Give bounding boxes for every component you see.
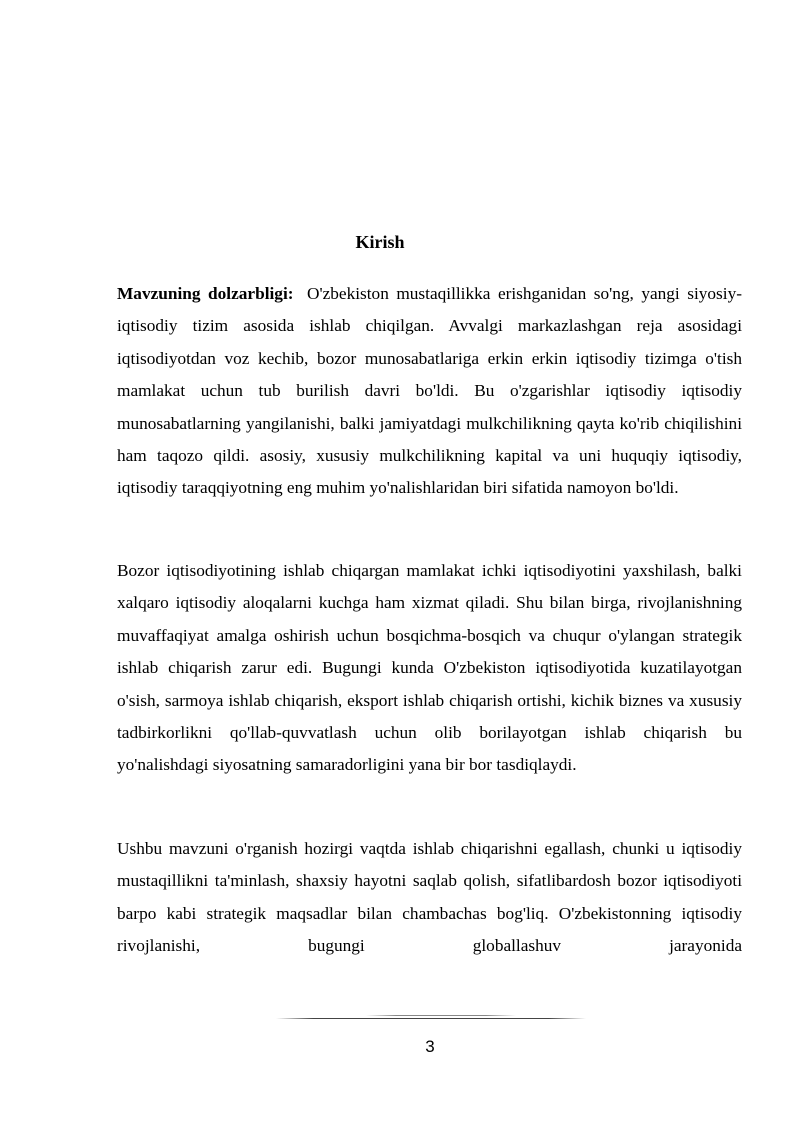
paragraph-relevance bbox=[117, 278, 742, 505]
paragraph-lead: Mavzuning dolzarbligi: bbox=[117, 284, 294, 303]
paragraph-text: O'zbekiston mustaqillikka erishganidan so'ng, yangi siyosiy-iqtisodiy tizim asosida ishlab chiqilgan. Avvalgi markazlashgan reja asosidagi iqtisodiyotdan voz kechib, bozor munosabatlariga erkin erkin iqtisodiy tizimga o'tish mamlakat uchun tub burilish davri bo'ldi. Bu o'zgarishlar iqtisodiy iqtisodiy munosabatlarning yangilanishi, balki jamiyatdagi mulkchilikning qayta ko'rib chiqilishini ham taqozo qildi. asosiy, xususiy mulkchilikning kapital va uni huquqiy iqtisodiy, iqtisodiy taraqqiyotning eng muhim yo'nalishlaridan biri sifatida namoyon bo'ldi. bbox=[117, 284, 742, 498]
page-number: 3 bbox=[425, 1037, 435, 1056]
paragraph-market-economy: Bozor iqtisodiyotining ishlab chiqargan mamlakat ichki iqtisodiyotini yaxshilash, balki xalqaro iqtisodiy aloqalarni kuchga ham xizmat qiladi. Shu bilan birga, rivojlanishning muvaffaqiyat amalga oshirish uchun bosqichma-bosqich va chuqur o'ylangan strategik ishlab chiqarish zarur edi. Bugungi kunda O'zbekiston iqtisodiyotida kuzatilayotgan o'sish, sarmoya ishlab chiqarish, eksport ishlab chiqarish ortishi, kichik biznes va xususiy tadbirkorlikni qo'llab-quvvatlash uchun olib borilayotgan ishlab chiqarish bu yo'nalishdagi siyosatning samaradorligini yana bir bor tasdiqlaydi. bbox=[117, 561, 742, 775]
paragraph-study-importance: Ushbu mavzuni o'rganish hozirgi vaqtda ishlab chiqarishni egallash, chunki u iqtisodiy mustaqillikni ta'minlash, shaxsiy hayotni saqlab qolish, sifatlibardosh bozor iqtisodiyoti barpo kabi strategik maqsadlar bilan chambachas bog'liq. O'zbekistonning iqtisodiy rivojlanishi, bugungi globallashuv jarayonida bbox=[117, 839, 742, 956]
footer-divider bbox=[276, 1014, 586, 1022]
footer-divider-top-line bbox=[366, 1015, 516, 1016]
section-heading: Kirish bbox=[355, 232, 405, 252]
footer-divider-main-line bbox=[276, 1018, 586, 1019]
